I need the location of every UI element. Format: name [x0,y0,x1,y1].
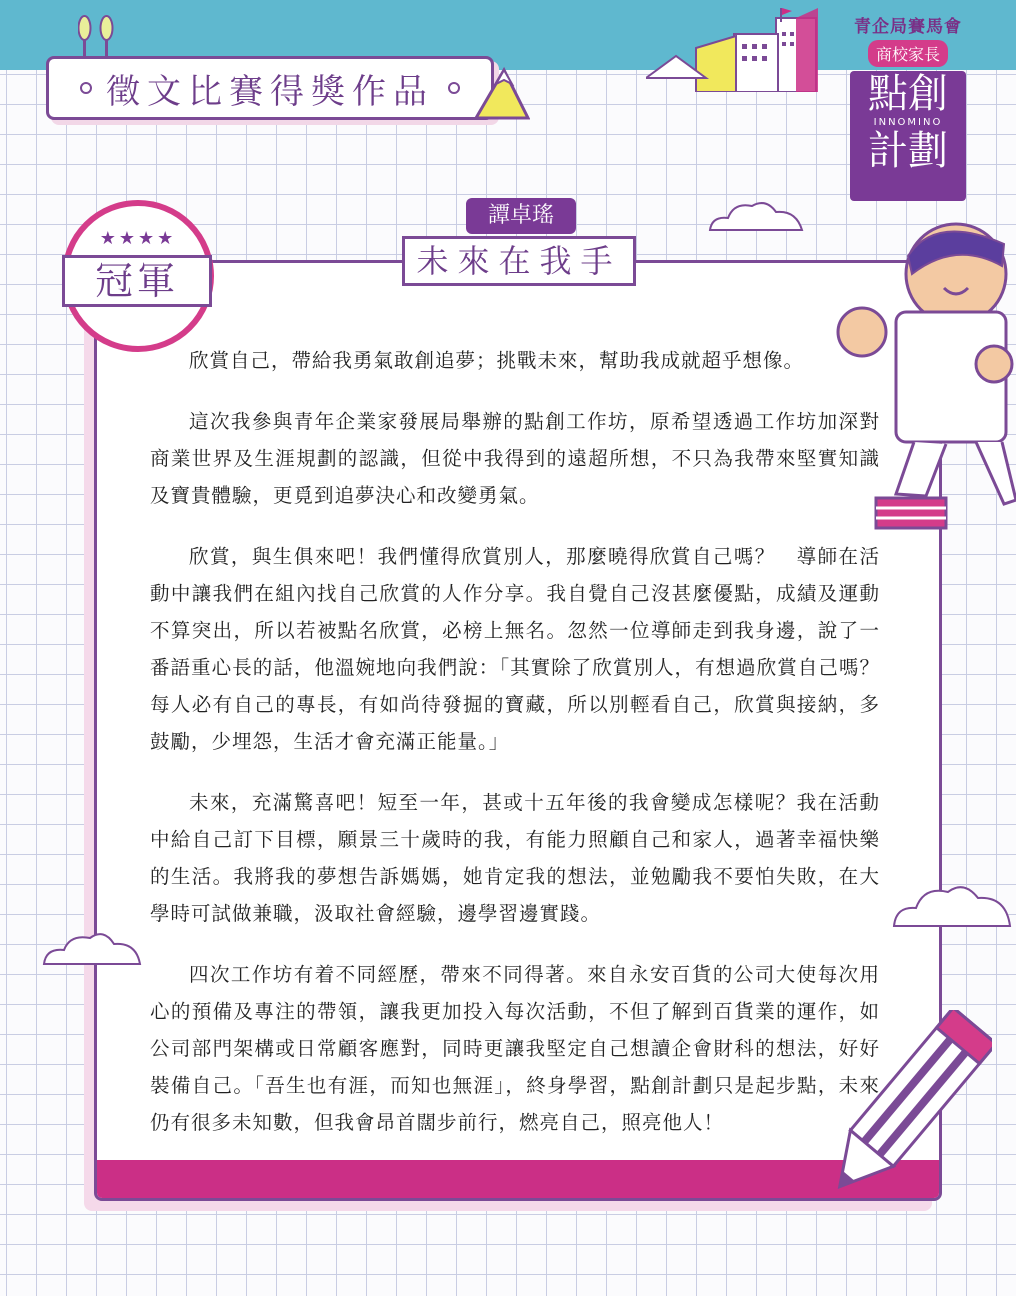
cloud-icon [890,878,1014,930]
star-rating: ★★★★ [99,228,177,249]
cloud-icon [706,198,806,234]
city-buildings-illustration [646,8,830,92]
award-label: 冠軍 [62,255,212,307]
banner-title: 徵文比賽得獎作品 [106,71,434,112]
essay-paragraph: 這次我參與青年企業家發展局舉辦的點創工作坊，原希望透過工作坊加深對商業世界及生涯規劃的認識，但從中我得到的遠超所想，不只為我帶來堅實知識及寶貴體驗，更覓到追夢決心和改變勇氣。 [150,410,880,507]
header-banner [46,56,494,120]
essay-paragraph: 未來，充滿驚喜吧！短至一年，甚或十五年後的我會變成怎樣呢？我在活動中給自己訂下目標，願景三十歲時的我，有能力照顧自己和家人，過著幸福快樂的生活。我將我的夢想告訴媽媽，她肯定我的想法，並勉勵我不要怕失敗，在大學時可試做兼職，汲取社會經驗，邊學習邊實踐。 [150,791,880,925]
trees-illustration [78,14,118,62]
character-illustration [826,214,1016,544]
cloud-icon [40,928,144,968]
essay-title: 未來在我手 [402,236,636,286]
pencil-illustration [816,1010,992,1210]
mountain-icon [474,66,530,120]
essay-paragraph: 欣賞，與生俱來吧！我們懂得欣賞別人，那麼曉得欣賞自己嗎？ 導師在活動中讓我們在組內找自己欣賞的人作分享。我自覺自己沒甚麼優點，成績及運動不算突出，所以若被點名欣賞，必榜上無名。忽然一位導師走到我身邊，說了一番語重心長的話，他溫婉地向我們說：「其實除了欣賞別人，有想過欣賞自己嗎？每人必有自己的專長，有如尚待發掘的寶藏，所以別輕看自己，欣賞與接納，多鼓勵，少埋怨，生活才會充滿正能量。」 [150,545,880,753]
logo-org-name: 青企局賽馬會 [854,17,962,37]
essay-paragraph: 四次工作坊有着不同經歷，帶來不同得著。來自永安百貨的公司大使每次用心的預備及專注的帶領，讓我更加投入每次活動，不但了解到百貨業的運作，如公司部門架構或日常顧客應對，同時更讓我堅定自己想讀企會財科的想法，好好裝備自己。「吾生也有涯，而知也無涯」，終身學習，點創計劃只是起步點，未來仍有很多未知數，但我會昂首闊步前行，燃亮自己，照亮他人！ [150,963,880,1134]
banner-dot-right [448,82,460,94]
essay-body [150,342,880,1165]
logo-subtitle: 商校家長 [868,40,948,67]
card-footer-bar [97,1160,939,1198]
logo-box [850,71,966,201]
author-name: 譚卓瑤 [466,198,576,234]
essay-paragraph: 欣賞自己，帶給我勇氣敢創追夢；挑戰未來，幫助我成就超乎想像。 [189,349,805,372]
banner-dot-left [80,82,92,94]
champion-badge [62,200,214,352]
logo-line-2: 計劃 [868,128,948,174]
logo-english: INNOMINO [873,117,943,128]
logo-line-1: 點創 [868,71,948,117]
innomino-logo [846,12,970,192]
